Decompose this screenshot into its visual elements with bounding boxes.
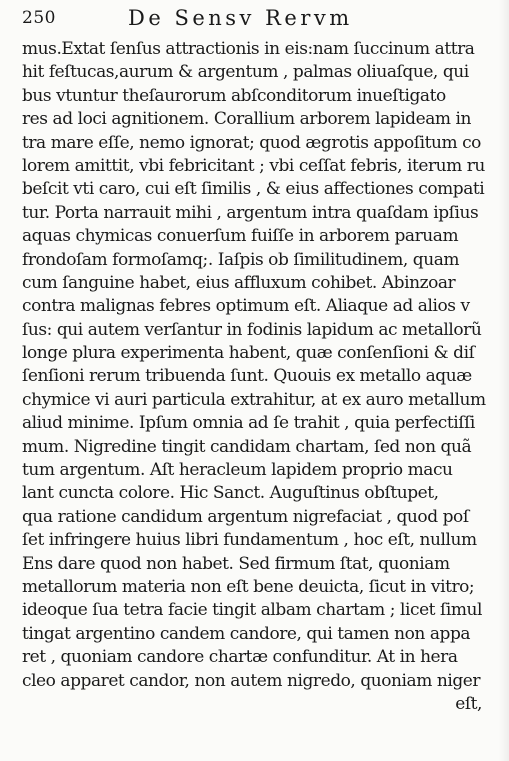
text-line-25: ideoque ſua tetra facie tingit albam chartam ; licet ſimul bbox=[22, 600, 482, 621]
text-line-16: chymice vi auri particula extrahitur, at ex auro metallum bbox=[22, 389, 486, 410]
text-line-10: frondoſam formoſamq;. Iaſpis ob ſimilitudinem, quam bbox=[22, 249, 460, 270]
text-line-24: metallorum materia non eſt bene deuicta, ſicut in vitro; bbox=[22, 576, 475, 597]
text-line-17: aliud minime. Ipſum omnia ad ſe trahit , quia perfectiſſi bbox=[22, 413, 475, 434]
text-line-23: Ens dare quod non habet. Sed firmum ſtat, quoniam bbox=[22, 553, 450, 574]
text-line-6: lorem amittit, vbi febricitant ; vbi ceſſat febris, iterum ru bbox=[22, 155, 485, 176]
text-line-20: lant cuncta colore. Hic Sanct. Auguſtinus obſtupet, bbox=[22, 483, 439, 504]
text-line-11: cum ſanguine habet, eius affluxum cohibet. Abinzoar bbox=[22, 272, 456, 293]
text-line-14: longe plura experimenta habent, quæ conſenſioni & diſ bbox=[22, 343, 475, 364]
page-edge-shading bbox=[499, 0, 509, 761]
running-head: De Sensv Rervm bbox=[128, 6, 353, 30]
text-line-4: res ad loci agnitionem. Corallium arborem lapideam in bbox=[22, 109, 472, 130]
text-line-12: contra malignas febres optimum eſt. Aliaque ad alios v bbox=[22, 296, 470, 317]
page-number: 250 bbox=[22, 8, 56, 28]
text-line-9: aquas chymicas conuerſum fuiſſe in arborem paruam bbox=[22, 226, 459, 247]
page-header bbox=[22, 4, 492, 32]
body-text bbox=[22, 38, 488, 716]
text-line-5: tra mare eſſe, nemo ignorat; quod ægrotis appoſitum co bbox=[22, 132, 481, 153]
text-line-28: cleo apparet candor, non autem nigredo, quoniam niger bbox=[22, 670, 481, 691]
text-line-15: ſenſioni rerum tribuenda ſunt. Quouis ex metallo aquæ bbox=[22, 366, 472, 387]
catchword: eſt, bbox=[455, 693, 482, 714]
text-line-2: hit feſtucas,aurum & argentum , palmas oliuaſque, qui bbox=[22, 62, 469, 83]
text-line-21: qua ratione candidum argentum nigrefaciat , quod poſ bbox=[22, 506, 469, 527]
text-line-27: ret , quoniam candore chartæ confunditur. At in hera bbox=[22, 647, 458, 668]
text-line-1: mus.Extat ſenſus attractionis in eis:nam ſuccinum attra bbox=[22, 39, 475, 59]
text-line-26: tingat argentino candem candore, qui tamen non appa bbox=[22, 623, 471, 644]
text-line-22: ſet infringere huius libri fundamentum , hoc eſt, nullum bbox=[22, 530, 477, 551]
text-line-7: beſcit vti caro, cui eſt ſimilis , & eius affectiones compati bbox=[22, 179, 485, 200]
text-line-8: tur. Porta narrauit mihi , argentum intra quaſdam ipſius bbox=[22, 202, 479, 223]
text-line-13: ſus: qui autem verſantur in fodinis lapidum ac metallorũ bbox=[22, 319, 482, 340]
text-line-3: bus vtuntur theſaurorum abſconditorum inueſtigato bbox=[22, 85, 446, 106]
text-line-19: tum argentum. Aſt heracleum lapidem proprio macu bbox=[22, 460, 453, 481]
text-line-18: mum. Nigredine tingit candidam chartam, ſed non quã bbox=[22, 436, 472, 457]
